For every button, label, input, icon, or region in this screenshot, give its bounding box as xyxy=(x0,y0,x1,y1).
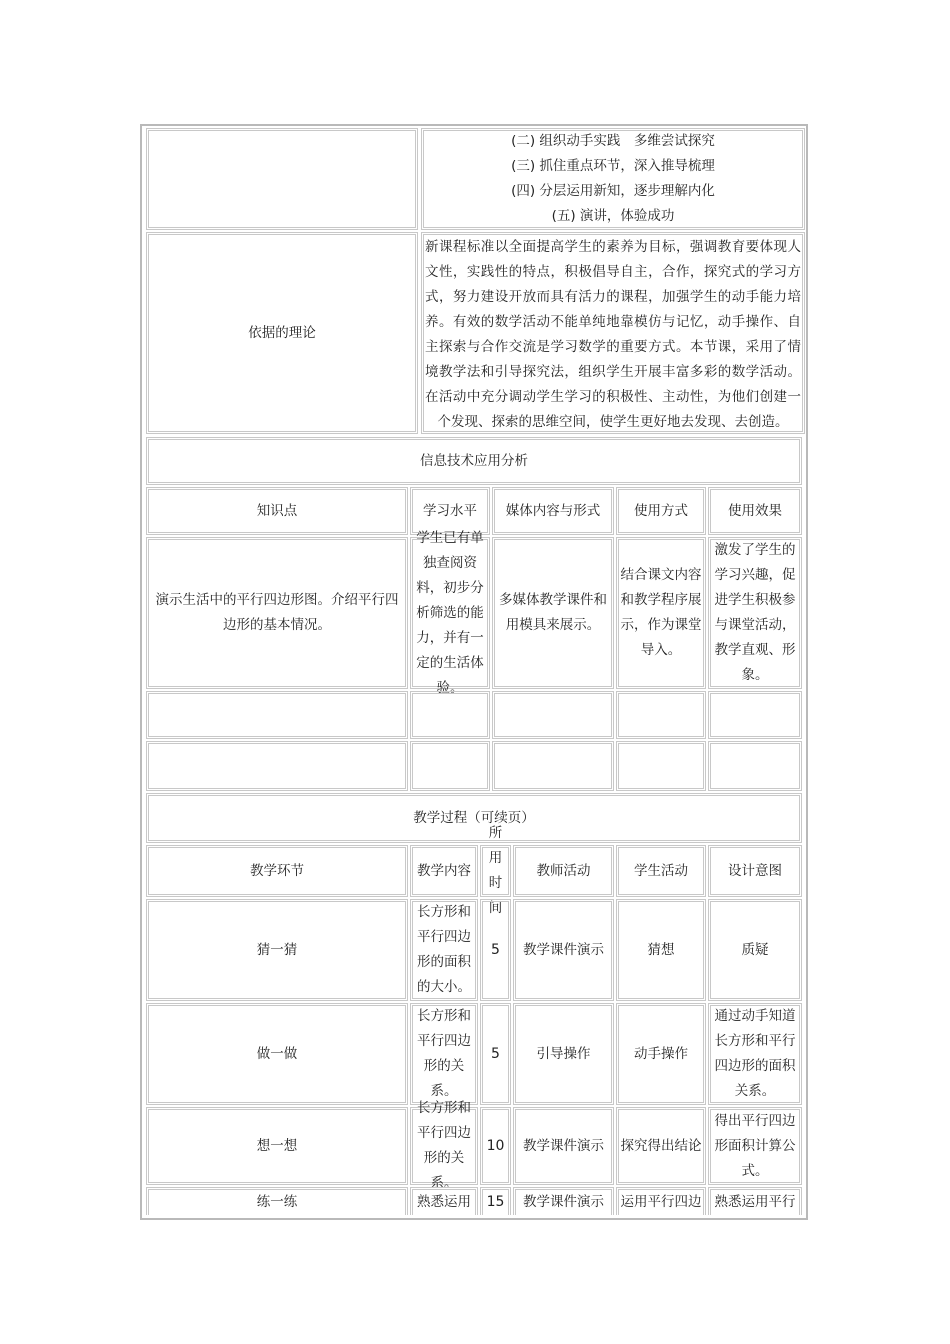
proc-content-cell: 长方形和平行四边形的关系。 xyxy=(410,1107,478,1185)
it-header-usage: 使用方式 xyxy=(616,487,706,535)
proc-stage-cell: 做一做 xyxy=(146,1003,408,1105)
empty-cell xyxy=(708,691,802,739)
proc-student-cell: 运用平行四边 xyxy=(616,1187,706,1215)
proc-teacher-cell: 教学课件演示 xyxy=(513,1187,614,1215)
proc-teacher-cell: 引导操作 xyxy=(513,1003,614,1105)
proc-intent-cell: 质疑 xyxy=(708,899,802,1001)
proc-header-stage: 教学环节 xyxy=(146,845,408,897)
steps-label-cell xyxy=(146,128,418,230)
proc-time-cell: 15 xyxy=(480,1187,511,1215)
proc-time-cell: 10 xyxy=(480,1107,511,1185)
empty-cell xyxy=(146,741,408,791)
it-header-knowledge: 知识点 xyxy=(146,487,408,535)
empty-cell xyxy=(410,691,490,739)
it-cell-usage: 结合课文内容和教学程序展示，作为课堂导入。 xyxy=(616,537,706,689)
proc-teacher-cell: 教学课件演示 xyxy=(513,1107,614,1185)
proc-intent-cell: 通过动手知道长方形和平行四边形的面积关系。 xyxy=(708,1003,802,1105)
it-cell-level: 学生已有单独查阅资料，初步分析筛选的能力，并有一定的生活体验。 xyxy=(410,537,490,689)
proc-header-intent: 设计意图 xyxy=(708,845,802,897)
process-title: 教学过程（可续页） xyxy=(413,809,535,826)
proc-student-cell: 猜想 xyxy=(616,899,706,1001)
it-header-effect: 使用效果 xyxy=(708,487,802,535)
theory-label: 依据的理论 xyxy=(248,324,316,341)
proc-content-cell: 长方形和平行四边形的关系。 xyxy=(410,1003,478,1105)
proc-student-cell: 动手操作 xyxy=(616,1003,706,1105)
proc-content-cell: 长方形和平行四边形的面积的大小。 xyxy=(410,899,478,1001)
proc-stage-cell: 猜一猜 xyxy=(146,899,408,1001)
step-3: (三) 抓住重点环节，深入推导梳理 xyxy=(511,158,715,174)
steps-cell xyxy=(421,128,805,230)
theory-text-cell xyxy=(421,232,805,434)
proc-header-teacher: 教师活动 xyxy=(513,845,614,897)
proc-header-time: 所用时间 xyxy=(480,845,511,897)
empty-cell xyxy=(616,741,706,791)
proc-stage-cell: 想一想 xyxy=(146,1107,408,1185)
process-title-cell xyxy=(146,793,802,843)
proc-header-content: 教学内容 xyxy=(410,845,478,897)
empty-cell xyxy=(146,691,408,739)
empty-cell xyxy=(616,691,706,739)
it-cell-effect: 激发了学生的学习兴趣，促进学生积极参与课堂活动，教学直观、形象。 xyxy=(708,537,802,689)
proc-stage-cell: 练一练 xyxy=(146,1187,408,1215)
info-tech-title-cell xyxy=(146,437,802,485)
theory-text: 新课程标准以全面提高学生的素养为目标，强调教育要体现人文性，实践性的特点，积极倡导自主，合作，探究式的学习方式，努力建设开放而具有活力的课程，加强学生的动手能力培养。有效的数学活动不能单纯地靠模仿与记忆，动手操作、自主探索与合作交流是学习数学的重要方式。本节课，采用了情境教学法和引导探究法，组织学生开展丰富多彩的数学活动。在活动中充分调动学生学习的积极性、主动性，为他们创建一个发现、探索的思维空间，使学生更好地去发现、去创造。 xyxy=(425,239,801,430)
theory-label-cell xyxy=(146,232,418,434)
it-cell-media: 多媒体教学课件和用模具来展示。 xyxy=(492,537,614,689)
it-header-level: 学习水平 xyxy=(410,487,490,535)
proc-intent-cell: 熟悉运用平行 xyxy=(708,1187,802,1215)
step-4: (四) 分层运用新知，逐步理解内化 xyxy=(511,183,715,199)
step-5: (五) 演讲，体验成功 xyxy=(551,208,675,224)
proc-content-cell: 熟悉运用 xyxy=(410,1187,478,1215)
empty-cell xyxy=(410,741,490,791)
it-cell-knowledge: 演示生活中的平行四边形图。介绍平行四边形的基本情况。 xyxy=(146,537,408,689)
empty-cell xyxy=(492,741,614,791)
empty-cell xyxy=(492,691,614,739)
empty-cell xyxy=(708,741,802,791)
proc-teacher-cell: 教学课件演示 xyxy=(513,899,614,1001)
proc-time-cell: 5 xyxy=(480,899,511,1001)
step-2: (二) 组织动手实践 多维尝试探究 xyxy=(511,133,715,149)
info-tech-title: 信息技术应用分析 xyxy=(420,452,528,469)
proc-student-cell: 探究得出结论 xyxy=(616,1107,706,1185)
it-header-media: 媒体内容与形式 xyxy=(492,487,614,535)
proc-intent-cell: 得出平行四边形面积计算公式。 xyxy=(708,1107,802,1185)
proc-time-cell: 5 xyxy=(480,1003,511,1105)
proc-header-student: 学生活动 xyxy=(616,845,706,897)
